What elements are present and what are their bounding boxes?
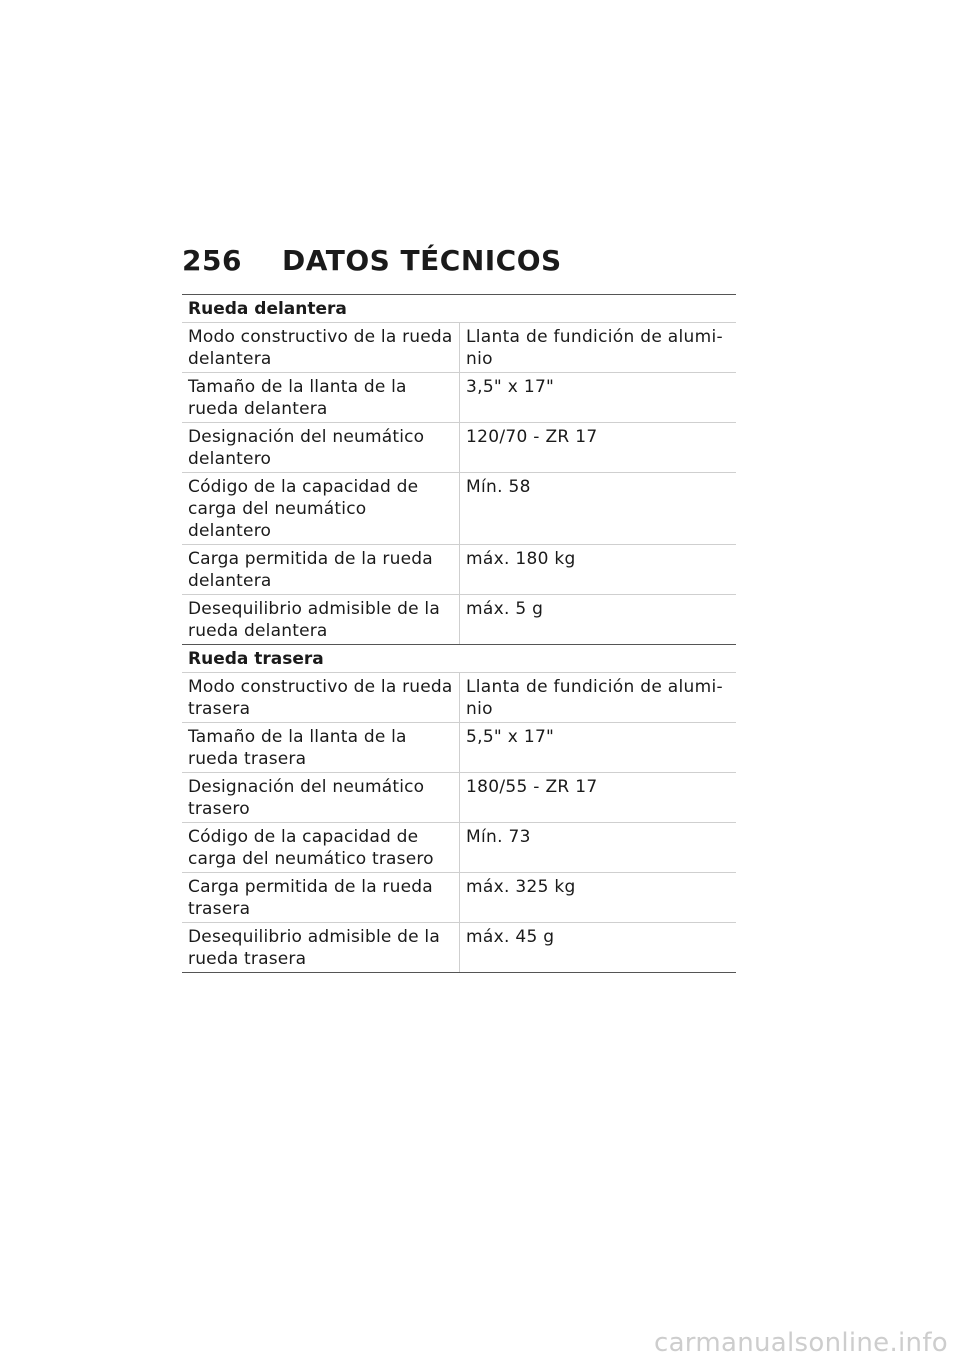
row-label: Desequilibrio admisible de la rueda trasera xyxy=(182,923,460,972)
row-label: Carga permitida de la rueda delantera xyxy=(182,545,460,594)
row-value: máx. 180 kg xyxy=(466,549,576,569)
row-label: Modo constructivo de la rueda trasera xyxy=(182,673,460,722)
table-row xyxy=(182,545,736,595)
page-number: 256 xyxy=(182,244,242,277)
section-title-rear-wheel: Rueda trasera xyxy=(182,645,736,673)
table-row xyxy=(182,423,736,473)
row-label: Tamaño de la llanta de la rueda trasera xyxy=(182,723,460,772)
table-row xyxy=(182,923,736,973)
table-row xyxy=(182,673,736,723)
row-label: Modo constructivo de la rueda delantera xyxy=(182,323,460,372)
row-value: Llanta de fundición de alumi-nio xyxy=(466,327,723,369)
table-row xyxy=(182,723,736,773)
table-row xyxy=(182,873,736,923)
row-value: 120/70 - ZR 17 xyxy=(466,427,598,447)
row-label: Desequilibrio admisible de la rueda delantera xyxy=(182,595,460,644)
row-label: Designación del neumático delantero xyxy=(182,423,460,472)
table-row xyxy=(182,773,736,823)
table-row xyxy=(182,323,736,373)
row-value: 180/55 - ZR 17 xyxy=(466,777,598,797)
row-value: 5,5" x 17" xyxy=(466,727,555,747)
row-label: Código de la capacidad de carga del neumático delantero xyxy=(182,473,460,544)
watermark: carmanualsonline.info xyxy=(653,1328,948,1358)
page-title: DATOS TÉCNICOS xyxy=(282,244,562,277)
table-row xyxy=(182,595,736,645)
row-label: Carga permitida de la rueda trasera xyxy=(182,873,460,922)
table-row xyxy=(182,823,736,873)
row-value: Mín. 58 xyxy=(466,477,531,497)
row-value: 3,5" x 17" xyxy=(466,377,555,397)
row-value: máx. 5 g xyxy=(466,599,544,619)
table-row xyxy=(182,473,736,545)
row-label: Tamaño de la llanta de la rueda delantera xyxy=(182,373,460,422)
row-label: Código de la capacidad de carga del neumático trasero xyxy=(182,823,460,872)
page-header xyxy=(182,244,562,277)
table-row xyxy=(182,373,736,423)
row-value: máx. 325 kg xyxy=(466,877,576,897)
section-title-front-wheel: Rueda delantera xyxy=(182,295,736,323)
row-label: Designación del neumático trasero xyxy=(182,773,460,822)
row-value: máx. 45 g xyxy=(466,927,555,947)
row-value: Llanta de fundición de alumi-nio xyxy=(466,677,723,719)
specs-table xyxy=(182,294,736,973)
row-value: Mín. 73 xyxy=(466,827,531,847)
